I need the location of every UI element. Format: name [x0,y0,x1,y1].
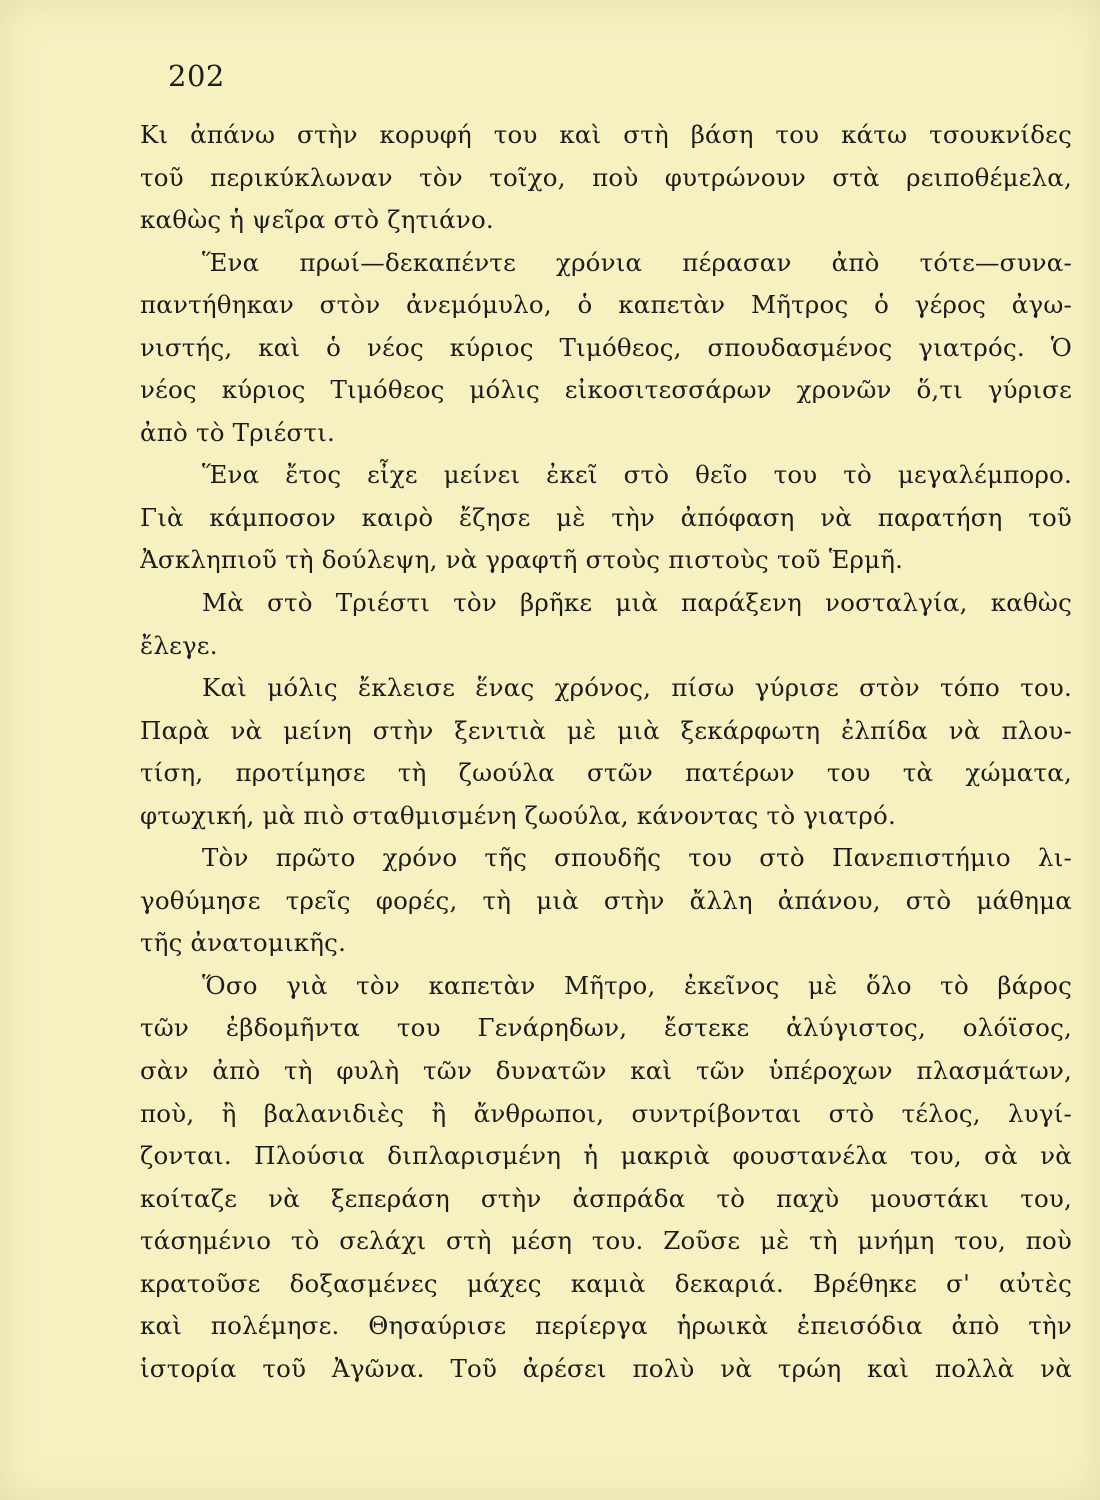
text-line: τοῦ περικύκλωναν τὸν τοῖχο, ποὺ φυτρώνουν στὰ ρειποθέμελα, [140,162,1072,192]
text-line: Τὸν πρῶτο χρόνο τῆς σπουδῆς του στὸ Πανεπιστήμιο λι- [202,843,1072,873]
body-text [140,114,1072,1390]
text-line: τῶν ἐβδομῆντα του Γενάρηδων, ἔστεκε ἀλύγιστος, ολόϊσος, [140,1013,1072,1043]
text-line: νιστής, καὶ ὁ νέος κύριος Τιμόθεος, σπουδασμένος γιατρός. Ὁ [140,332,1072,362]
text-line: ποὺ, ἢ βαλανιδιὲς ἢ ἄνθρωποι, συντρίβονται στὸ τέλος, λυγί- [140,1098,1072,1128]
text-line: ζονται. Πλούσια διπλαρισμένη ἡ μακριὰ φουστανέλα του, σὰ νὰ [140,1141,1072,1171]
text-line: τίση, προτίμησε τὴ ζωούλα στῶν πατέρων του τὰ χώματα, [140,758,1072,788]
text-line: Παρὰ νὰ μείνη στὴν ξενιτιὰ μὲ μιὰ ξεκάρφωτη ἐλπίδα νὰ πλου- [140,715,1072,745]
text-line: Ἕνα ἔτος εἶχε μείνει ἐκεῖ στὸ θεῖο του τὸ μεγαλέμπορο. [202,460,1072,490]
text-line: κρατοῦσε δοξασμένες μάχες καμιὰ δεκαριά. Βρέθηκε σ' αὐτὲς [140,1268,1072,1298]
text-line: σὰν ἀπὸ τὴ φυλὴ τῶν δυνατῶν καὶ τῶν ὑπέροχων πλασμάτων, [140,1056,1072,1086]
text-line: παντήθηκαν στὸν ἀνεμόμυλο, ὁ καπετὰν Μῆτρος ὁ γέρος ἀγω- [140,290,1072,320]
text-line: Μὰ στὸ Τριέστι τὸν βρῆκε μιὰ παράξενη νοσταλγία, καθὼς [202,588,1072,618]
text-line: κοίταζε νὰ ξεπεράση στὴν ἀσπράδα τὸ παχὺ μουστάκι του, [140,1183,1072,1213]
page-number: 202 [168,59,225,93]
text-line: φτωχική, μὰ πιὸ σταθμισμένη ζωούλα, κάνοντας τὸ γιατρό. [140,800,896,830]
text-line: Καὶ μόλις ἔκλεισε ἕνας χρόνος, πίσω γύρισε στὸν τόπο του. [202,673,1072,703]
text-line: ἱστορία τοῦ Ἀγῶνα. Τοῦ ἀρέσει πολὺ νὰ τρώη καὶ πολλὰ νὰ [140,1353,1072,1383]
text-line: νέος κύριος Τιμόθεος μόλις εἰκοσιτεσσάρων χρονῶν ὅ,τι γύρισε [140,375,1072,405]
text-line: Κι ἀπάνω στὴν κορυφή του καὶ στὴ βάση του κάτω τσουκνίδες [140,120,1072,149]
text-line: Ἕνα πρωί—δεκαπέντε χρόνια πέρασαν ἀπὸ τότε—συνα- [202,247,1072,277]
text-line: ἀπὸ τὸ Τριέστι. [140,417,335,447]
text-line: ἔλεγε. [140,630,218,660]
text-line: τάσημένιο τὸ σελάχι στὴ μέση του. Ζοῦσε μὲ τὴ μνήμη του, ποὺ [140,1226,1072,1256]
text-line: γοθύμησε τρεῖς φορές, τὴ μιὰ στὴν ἄλλη ἀπάνου, στὸ μάθημα [140,885,1072,915]
text-line: Γιὰ κάμποσον καιρὸ ἔζησε μὲ τὴν ἀπόφαση νὰ παρατήση τοῦ [140,502,1072,532]
text-line: τῆς ἀνατομικῆς. [140,928,347,958]
text-line: Ἀσκληπιοῦ τὴ δούλεψη, νὰ γραφτῆ στοὺς πιστοὺς τοῦ Ἑρμῆ. [140,545,904,575]
text-line: Ὅσο γιὰ τὸν καπετὰν Μῆτρο, ἐκεῖνος μὲ ὅλο τὸ βάρος [202,970,1072,1000]
text-line: καθὼς ἡ ψεῖρα στὸ ζητιάνο. [140,205,494,235]
text-line: καὶ πολέμησε. Θησαύρισε περίεργα ἡρωικὰ ἐπεισόδια ἀπὸ τὴν [140,1311,1072,1341]
